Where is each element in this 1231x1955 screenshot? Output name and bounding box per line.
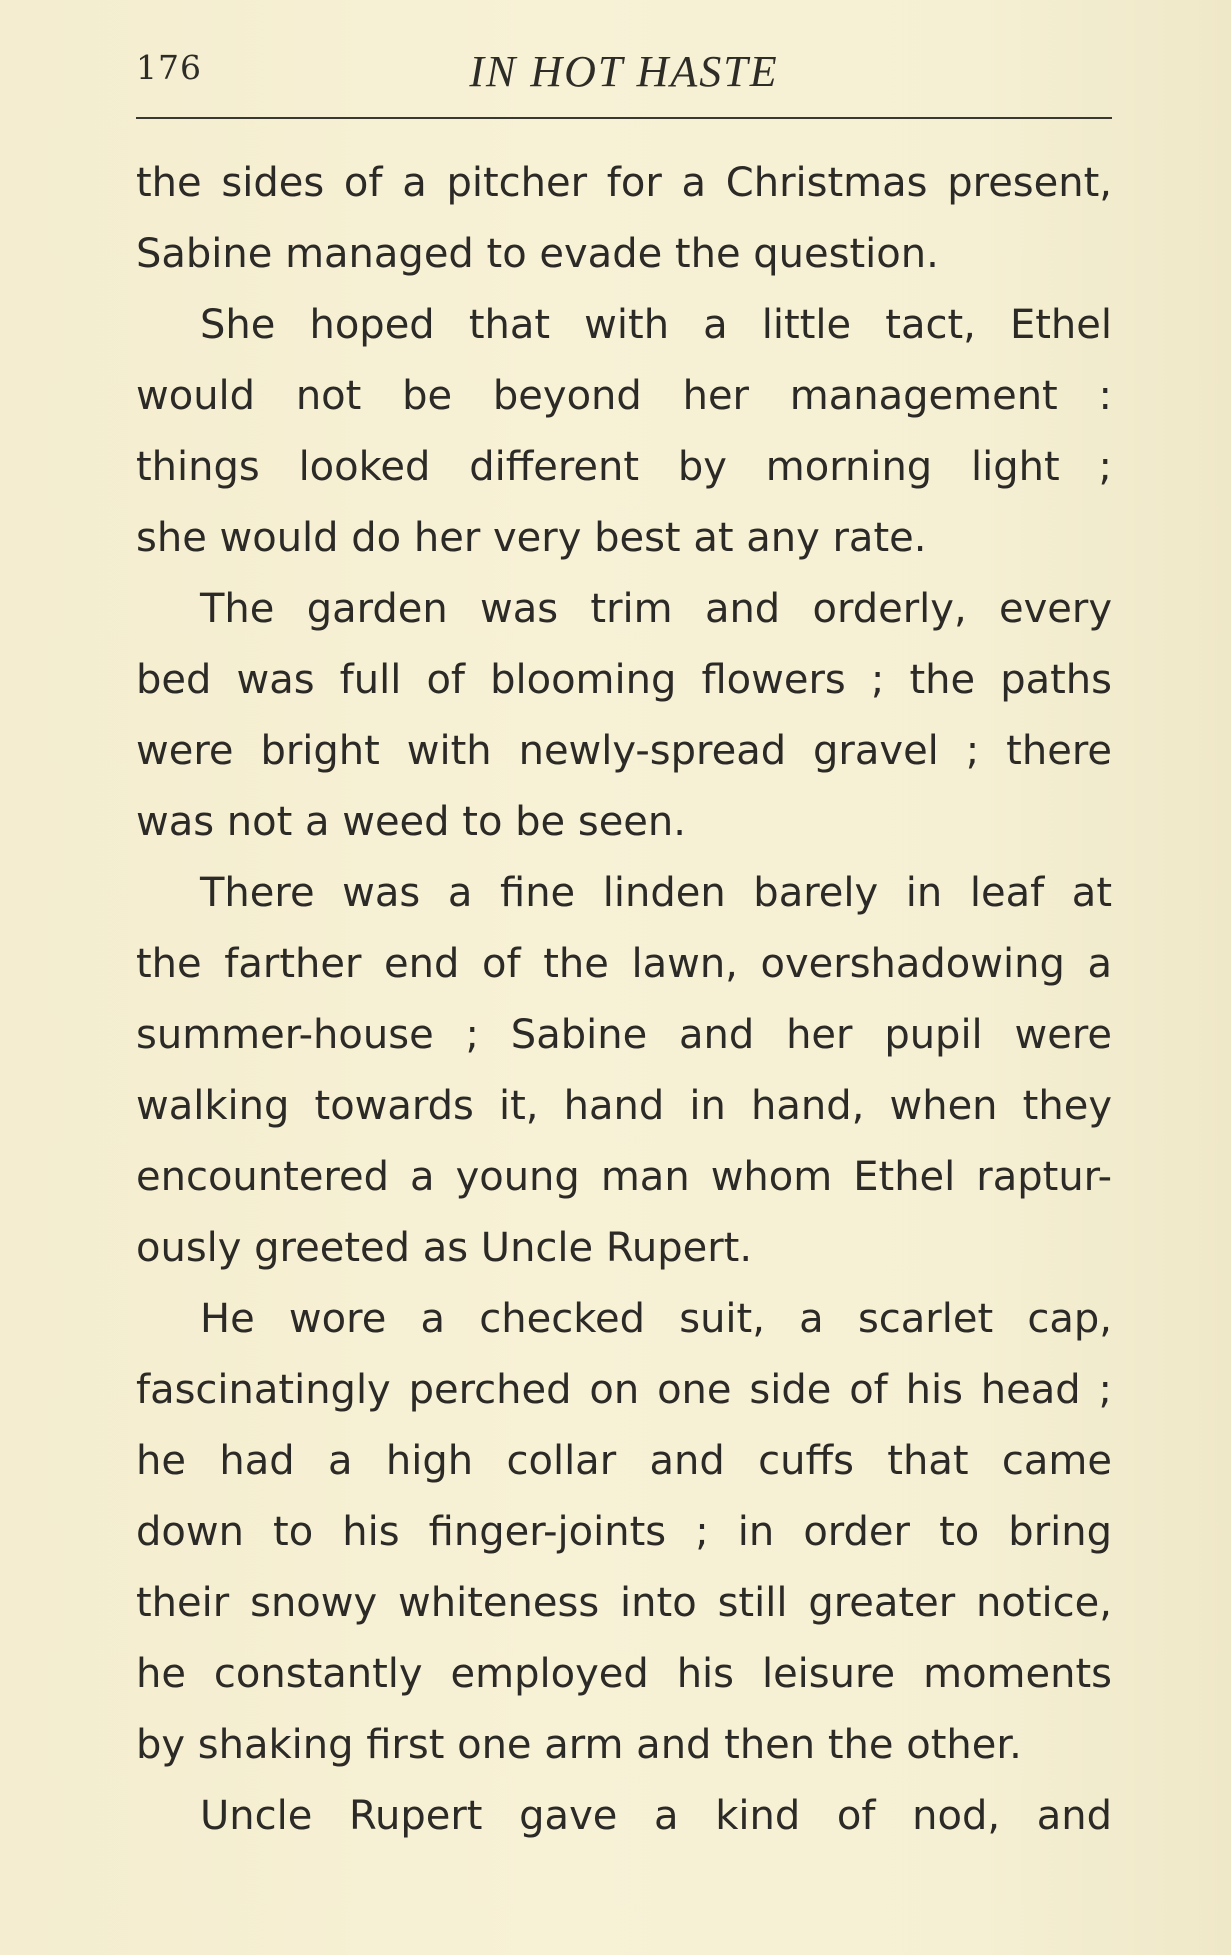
text-line: he constantly employed his leisure moments [136, 1651, 1112, 1697]
text-line: Sabine managed to evade the question. [136, 231, 939, 277]
text-line: the farther end of the lawn, overshadowing a [136, 941, 1112, 987]
text-line: There was a fine linden barely in leaf at [200, 870, 1112, 916]
text-line: He wore a checked suit, a scarlet cap, [200, 1296, 1112, 1342]
text-line: She hoped that with a little tact, Ethel [200, 302, 1112, 348]
text-line: Uncle Rupert gave a kind of nod, and [200, 1793, 1112, 1839]
text-line: he had a high collar and cuffs that came [136, 1438, 1112, 1484]
text-line: summer-house ; Sabine and her pupil were [136, 1012, 1112, 1058]
text-line: fascinatingly perched on one side of his head ; [136, 1367, 1112, 1413]
text-line: walking towards it, hand in hand, when they [136, 1083, 1112, 1129]
text-line: down to his finger-joints ; in order to bring [136, 1509, 1112, 1555]
text-line: things looked different by morning light ; [136, 444, 1112, 490]
page-number: 176 [136, 48, 202, 87]
page-header [136, 36, 1112, 106]
running-title: IN HOT HASTE [469, 47, 779, 96]
text-line: the sides of a pitcher for a Christmas present, [136, 160, 1112, 206]
text-line: were bright with newly-spread gravel ; there [136, 728, 1112, 774]
text-line: bed was full of blooming flowers ; the paths [136, 657, 1112, 703]
text-line: would not be beyond her management : [136, 373, 1112, 419]
text-line: encountered a young man whom Ethel raptur- [136, 1154, 1112, 1200]
text-line: she would do her very best at any rate. [136, 515, 927, 561]
text-line: their snowy whiteness into still greater notice, [136, 1580, 1112, 1626]
text-line: by shaking first one arm and then the other. [136, 1722, 1022, 1768]
text-line: was not a weed to be seen. [136, 799, 686, 845]
text-line: The garden was trim and orderly, every [200, 586, 1112, 632]
header-rule [136, 117, 1112, 119]
body-text [136, 148, 1112, 1852]
text-line: ously greeted as Uncle Rupert. [136, 1225, 753, 1271]
